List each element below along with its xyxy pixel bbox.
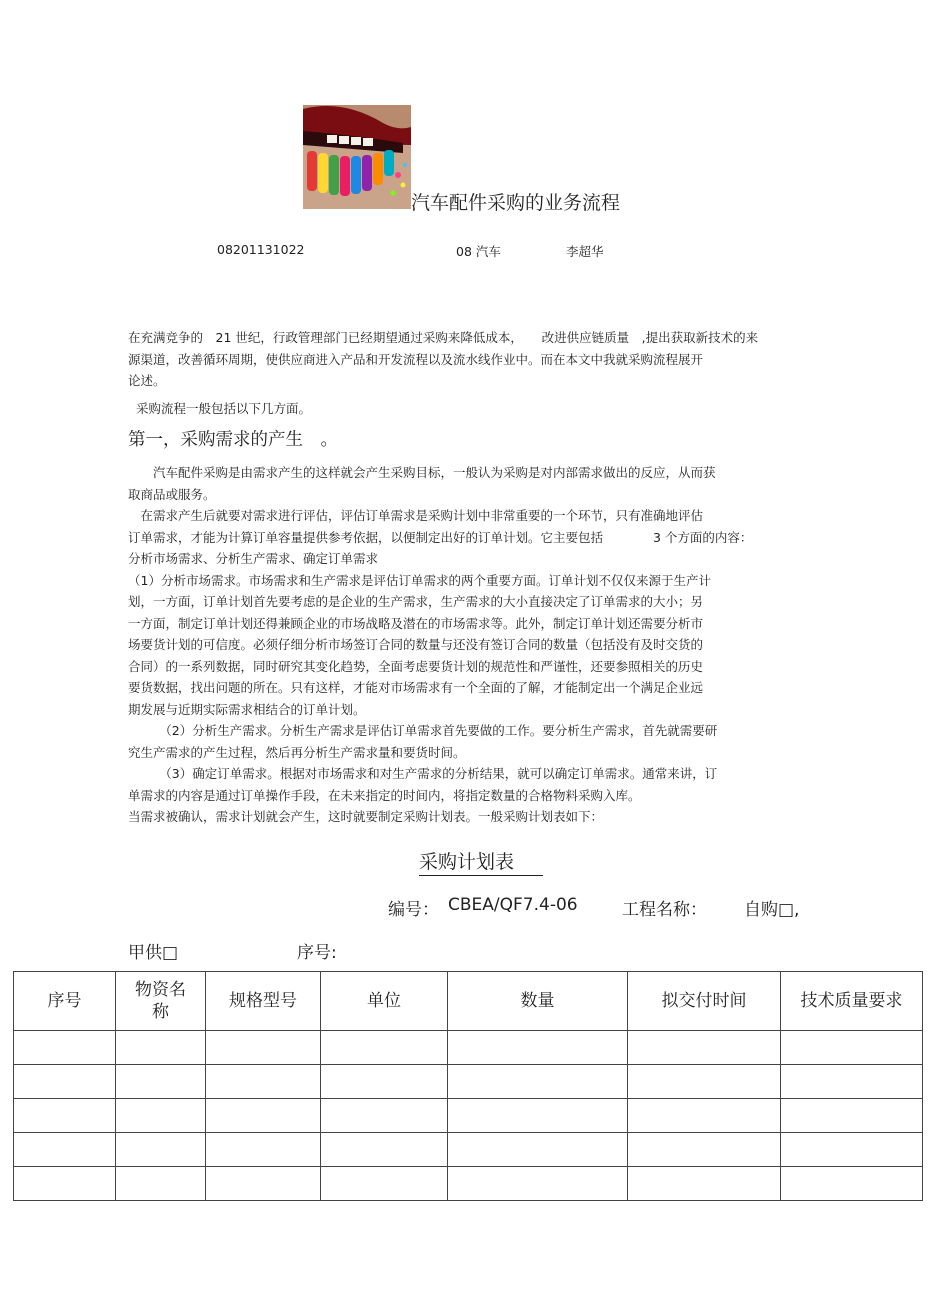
table-row — [14, 1133, 923, 1167]
student-id: 08201131022 — [217, 242, 305, 257]
table-cell — [628, 1031, 781, 1065]
sequence-label: 序号: — [297, 943, 337, 963]
table-cell — [628, 1099, 781, 1133]
table-cell — [321, 1133, 448, 1167]
col-header-quality-req: 技术质量要求 — [781, 972, 923, 1031]
table-header-row — [14, 972, 923, 1031]
body-line: 场要货计划的可信度。必须仔细分析市场签订合同的数量与还没有签订合同的数量（包括没有及时交货的 — [128, 637, 704, 652]
table-cell — [628, 1065, 781, 1099]
table-cell — [448, 1167, 628, 1201]
col-header-spec: 规格型号 — [206, 972, 321, 1031]
class-name: 08 汽车 — [456, 244, 501, 259]
body-line: 一方面，制定订单计划还得兼顾企业的市场战略及潜在的市场需求等。此外，制定订单计划还需要分析市 — [128, 615, 704, 631]
body-line: 划，一方面，订单计划首先要考虑的是企业的生产需求，生产需求的大小直接决定了订单需求的大小；另 — [128, 594, 704, 609]
table-cell — [321, 1031, 448, 1065]
table-cell — [116, 1031, 206, 1065]
table-cell — [781, 1167, 923, 1201]
intro-line: 源渠道，改善循环周期，使供应商进入产品和开发流程以及流水线作业中。而在本文中我就采购流程展开 — [128, 351, 704, 367]
table-cell — [448, 1065, 628, 1099]
table-cell — [206, 1065, 321, 1099]
table-row — [14, 1031, 923, 1065]
table-cell — [781, 1099, 923, 1133]
body-line: 究生产需求的产生过程，然后再分析生产需求量和要货时间。 — [128, 744, 466, 760]
table-cell — [14, 1099, 116, 1133]
table-cell — [781, 1065, 923, 1099]
col-header-seq: 序号 — [14, 972, 116, 1031]
body-line: 订单需求，才能为计算订单容量提供参考依据，以便制定出好的订单计划。它主要包括 3 个方面的内容： — [128, 529, 753, 545]
body-line: 当需求被确认，需求计划就会产生，这时就要制定采购计划表。一般采购计划表如下： — [128, 809, 604, 824]
table-cell — [116, 1099, 206, 1133]
table-row — [14, 1065, 923, 1099]
purchase-plan-table — [13, 971, 923, 1201]
body-line: 要货数据，找出问题的所在。只有这样，才能对市场需求有一个全面的了解，才能制定出一个满足企业远 — [128, 680, 704, 695]
table-row — [14, 1099, 923, 1133]
table-cell — [206, 1167, 321, 1201]
table-cell — [628, 1167, 781, 1201]
self-purchase-checkbox: 自购□, — [744, 900, 800, 920]
table-cell — [14, 1065, 116, 1099]
table-cell — [14, 1133, 116, 1167]
body-line: 在需求产生后就要对需求进行评估，评估订单需求是采购计划中非常重要的一个环节，只有准确地评估 — [128, 508, 704, 523]
table-cell — [448, 1031, 628, 1065]
body-line: 汽车配件采购是由需求产生的这样就会产生采购目标，一般认为采购是对内部需求做出的反应，从而获 — [128, 465, 716, 480]
table-cell — [781, 1031, 923, 1065]
body-line: 分析市场需求、分析生产需求、确定订单需求 — [128, 551, 379, 566]
body-line: （2）分析生产需求。分析生产需求是评估订单需求首先要做的工作。要分析生产需求，首先就需要研 — [128, 723, 718, 738]
table-cell — [321, 1099, 448, 1133]
col-header-material-name-text: 物资名称 — [135, 980, 186, 1022]
document-title: 汽车配件采购的业务流程 — [411, 192, 621, 214]
col-header-unit: 单位 — [321, 972, 448, 1031]
form-code-label: 编号： — [388, 900, 439, 920]
intro-line: 在充满竞争的 21 世纪，行政管理部门已经期望通过采购来降低成本， 改进供应链质量 ,提出获取新技术的来 — [128, 330, 759, 345]
intro-lead — [128, 398, 818, 420]
table-cell — [321, 1167, 448, 1201]
table-cell — [448, 1099, 628, 1133]
table-cell — [14, 1167, 116, 1201]
table-cell — [206, 1031, 321, 1065]
section-heading: 第一，采购需求的产生 。 — [128, 430, 338, 450]
intro-lead-text: 采购流程一般包括以下几方面。 — [136, 401, 312, 416]
body-line: （3）确定订单需求。根据对市场需求和对生产需求的分析结果，就可以确定订单需求。通常来讲，订 — [128, 766, 718, 781]
author-name: 李超华 — [566, 244, 604, 259]
cover-photo — [303, 105, 411, 209]
table-cell — [781, 1133, 923, 1167]
col-header-material-name — [116, 972, 206, 1031]
table-cell — [206, 1099, 321, 1133]
table-cell — [448, 1133, 628, 1167]
project-name-label: 工程名称： — [622, 900, 707, 920]
section-body — [128, 462, 818, 828]
table-cell — [116, 1133, 206, 1167]
table-cell — [206, 1133, 321, 1167]
table-cell — [321, 1065, 448, 1099]
col-header-quantity: 数量 — [448, 972, 628, 1031]
party-a-supplied-checkbox: 甲供□ — [128, 943, 179, 963]
col-header-delivery-time: 拟交付时间 — [628, 972, 781, 1031]
body-line: 期发展与近期实际需求相结合的订单计划。 — [128, 701, 366, 717]
table-cell — [14, 1031, 116, 1065]
table-cell — [628, 1133, 781, 1167]
table-cell — [116, 1065, 206, 1099]
form-code-value: CBEA/QF7.4-06 — [448, 895, 578, 915]
body-line: （1）分析市场需求。市场需求和生产需求是评估订单需求的两个重要方面。订单计划不仅仅来源于生产计 — [128, 572, 711, 588]
body-line: 取商品或服务。 — [128, 486, 216, 502]
intro-line: 论述。 — [128, 373, 166, 388]
body-line: 单需求的内容是通过订单操作手段，在未来指定的时间内，将指定数量的合格物料采购入库。 — [128, 787, 641, 803]
plan-table-title: 采购计划表 — [419, 847, 543, 876]
intro-paragraph — [128, 327, 818, 392]
table-row — [14, 1167, 923, 1201]
body-line: 合同）的一系列数据，同时研究其变化趋势，全面考虑要货计划的规范性和严谨性，还要参照相关的历史 — [128, 658, 704, 674]
table-cell — [116, 1167, 206, 1201]
